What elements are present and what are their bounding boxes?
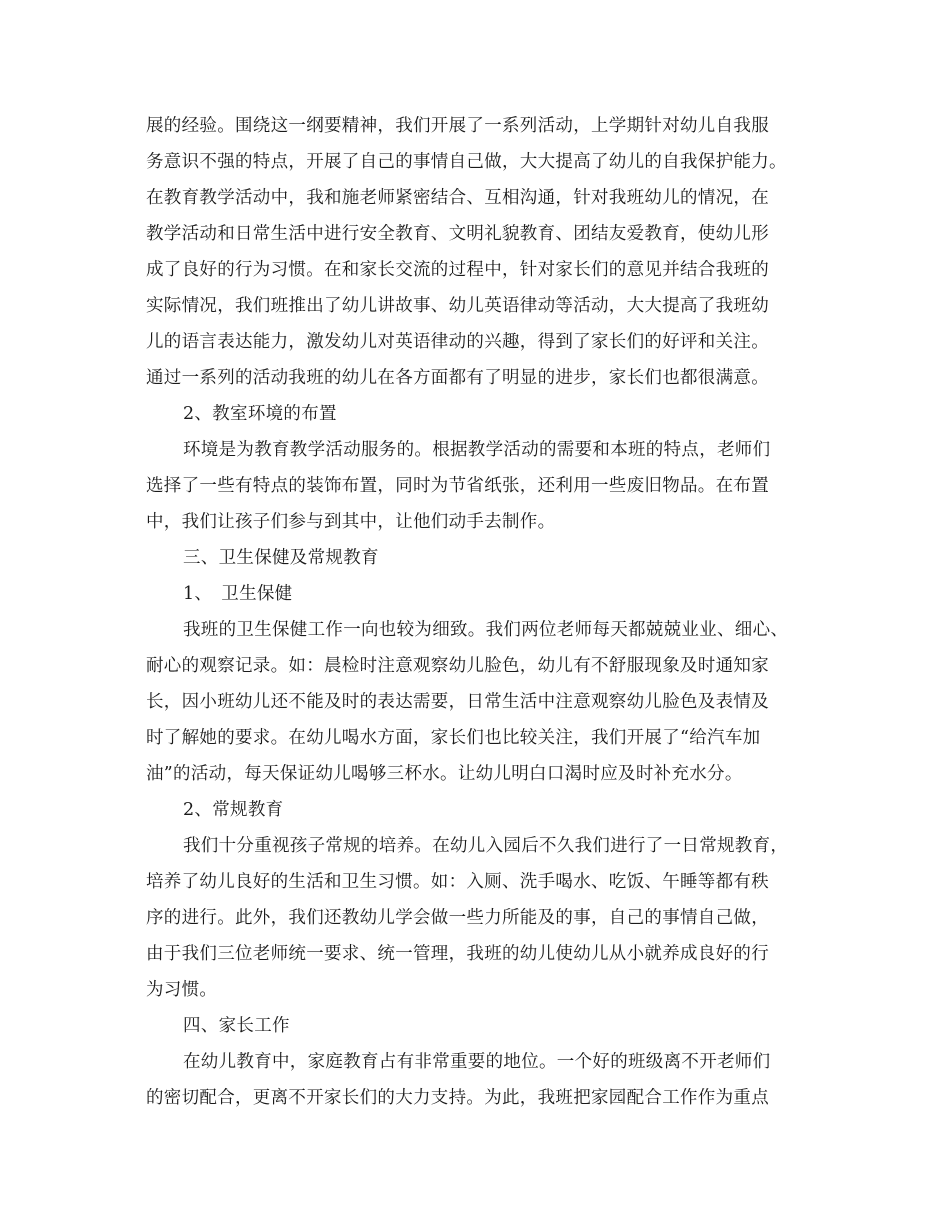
- text-line: 由于我们三位老师统一要求、统一管理，我班的幼儿使幼儿从小就养成良好的行: [146, 944, 769, 964]
- text-line: 的密切配合，更离不开家长们的大力支持。为此，我班把家园配合工作作为重点: [146, 1088, 769, 1108]
- text-line: 耐心的观察记录。如：晨检时注意观察幼儿脸色，幼儿有不舒服现象及时通知家: [146, 656, 769, 676]
- text-line: 务意识不强的特点，开展了自己的事情自己做，大大提高了幼儿的自我保护能力。: [146, 152, 787, 172]
- text-line: 长，因小班幼儿还不能及时的表达需要，日常生活中注意观察幼儿脸色及表情及: [146, 692, 769, 712]
- text-line: 实际情况，我们班推出了幼儿讲故事、幼儿英语律动等活动，大大提高了我班幼: [146, 296, 769, 316]
- text-line: 成了良好的行为习惯。在和家长交流的过程中，针对家长们的意见并结合我班的: [146, 260, 769, 280]
- text-line: 展的经验。围绕这一纲要精神，我们开展了一系列活动，上学期针对幼儿自我服: [146, 116, 769, 136]
- text-line: 在教育教学活动中，我和施老师紧密结合、互相沟通，针对我班幼儿的情况，在: [146, 188, 769, 208]
- text-line: 中，我们让孩子们参与到其中，让他们动手去制作。: [146, 512, 556, 532]
- section-heading: 2、教室环境的布置: [183, 404, 337, 424]
- section-heading: 四、家长工作: [183, 1016, 290, 1036]
- section-heading: 三、卫生保健及常规教育: [183, 548, 379, 568]
- text-line: 教学活动和日常生活中进行安全教育、文明礼貌教育、团结友爱教育，使幼儿形: [146, 224, 769, 244]
- text-line: 油”的活动，每天保证幼儿喝够三杯水。让幼儿明白口渴时应及时补充水分。: [146, 764, 743, 784]
- text-line: 我们十分重视孩子常规的培养。在幼儿入园后不久我们进行了一日常规教育，: [183, 836, 789, 856]
- text-line: 儿的语言表达能力，激发幼儿对英语律动的兴趣，得到了家长们的好评和关注。: [146, 332, 769, 352]
- text-line: 培养了幼儿良好的生活和卫生习惯。如：入厕、洗手喝水、吃饭、午睡等都有秩: [146, 872, 769, 892]
- text-line: 为习惯。: [146, 980, 218, 1000]
- text-line: 我班的卫生保健工作一向也较为细致。我们两位老师每天都兢兢业业、细心、: [183, 620, 789, 640]
- section-heading: 2、常规教育: [183, 800, 284, 820]
- text-line: 序的进行。此外，我们还教幼儿学会做一些力所能及的事，自己的事情自己做，: [146, 908, 769, 928]
- text-line: 时了解她的要求。在幼儿喝水方面，家长们也比较关注，我们开展了“给汽车加: [146, 728, 761, 748]
- text-line: 通过一系列的活动我班的幼儿在各方面都有了明显的进步，家长们也都很满意。: [146, 368, 769, 388]
- section-heading: 1、 卫生保健: [183, 584, 293, 604]
- text-line: 选择了一些有特点的装饰布置，同时为节省纸张，还利用一些废旧物品。在布置: [146, 476, 769, 496]
- text-line: 在幼儿教育中，家庭教育占有非常重要的地位。一个好的班级离不开老师们: [183, 1052, 771, 1072]
- text-line: 环境是为教育教学活动服务的。根据教学活动的需要和本班的特点，老师们: [183, 440, 771, 460]
